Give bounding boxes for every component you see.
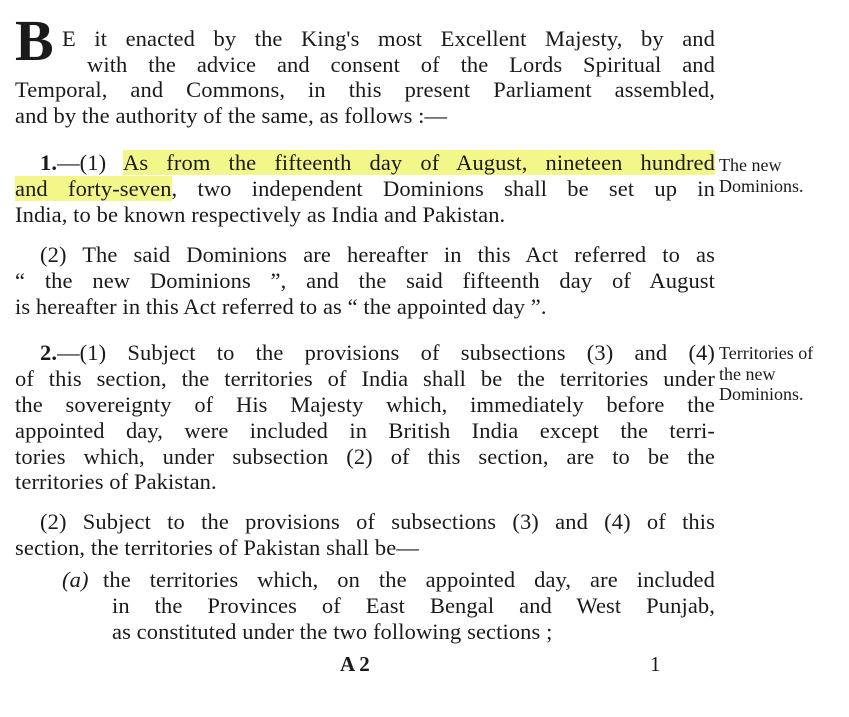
preamble-line-1: E it enacted by the King's most Excellent Majesty, by and bbox=[62, 26, 715, 51]
item-a-line-1: the territories which, on the appointed day, are included bbox=[103, 567, 715, 592]
section-2-line-3: the sovereignty of His Majesty which, immediately before the bbox=[15, 392, 715, 417]
section-2-line-1-rest: —(1) Subject to the provisions of subsections (3) and (4) bbox=[57, 340, 715, 365]
page-number: 1 bbox=[650, 652, 661, 676]
margin-note-2-line-2: the new bbox=[719, 364, 776, 384]
margin-note-2-line-1: Territories of bbox=[719, 343, 814, 363]
section-1-sub2-line-1: (2) The said Dominions are hereafter in this Act referred to as bbox=[40, 242, 715, 267]
section-1-number: 1. bbox=[40, 150, 58, 175]
section-1-line-1 bbox=[40, 150, 715, 176]
section-1-sub1-prefix: —(1) bbox=[57, 150, 124, 175]
drop-cap: B bbox=[15, 8, 54, 73]
highlighted-text: As from the fifteenth day of August, nineteen hundred bbox=[123, 150, 715, 175]
section-2-number: 2. bbox=[40, 340, 58, 365]
margin-note-1-line-1: The new bbox=[719, 155, 782, 175]
margin-note-2-line-3: Dominions. bbox=[719, 384, 804, 404]
margin-note-1-line-2: Dominions. bbox=[719, 176, 804, 196]
section-2-line-1 bbox=[40, 340, 715, 366]
section-1-sub2-line-2: “ the new Dominions ”, and the said fifteenth day of August bbox=[15, 268, 715, 293]
preamble-line-2: with the advice and consent of the Lords Spiritual and bbox=[87, 52, 715, 77]
section-1-sub2-line-3: is hereafter in this Act referred to as “ the appointed day ”. bbox=[15, 294, 547, 319]
section-2-sub2-line-1: (2) Subject to the provisions of subsections (3) and (4) of this bbox=[40, 509, 715, 534]
section-1-line-2-rest: , two independent Dominions shall be set up in bbox=[171, 176, 715, 201]
signature-mark: A 2 bbox=[340, 652, 370, 676]
section-1-line-2 bbox=[15, 176, 715, 202]
section-1-line-3: India, to be known respectively as India and Pakistan. bbox=[15, 202, 506, 227]
highlighted-text: and forty-seven bbox=[15, 176, 172, 201]
section-2-sub2-line-2: section, the territories of Pakistan shall be— bbox=[15, 535, 419, 560]
preamble-line-4: and by the authority of the same, as follows :— bbox=[15, 103, 448, 128]
item-a-line-2: in the Provinces of East Bengal and West Punjab, bbox=[112, 593, 715, 618]
section-2-line-6: territories of Pakistan. bbox=[15, 469, 217, 494]
section-2-line-4: appointed day, were included in British India except the terri- bbox=[15, 418, 715, 443]
preamble-line-3: Temporal, and Commons, in this present Parliament assembled, bbox=[15, 77, 715, 102]
section-2-line-5: tories which, under subsection (2) of this section, are to be the bbox=[15, 444, 715, 469]
item-a-label: (a) bbox=[62, 567, 89, 592]
section-2-line-2: of this section, the territories of India shall be the territories under bbox=[15, 366, 715, 391]
item-a-line-3: as constituted under the two following sections ; bbox=[112, 619, 553, 644]
